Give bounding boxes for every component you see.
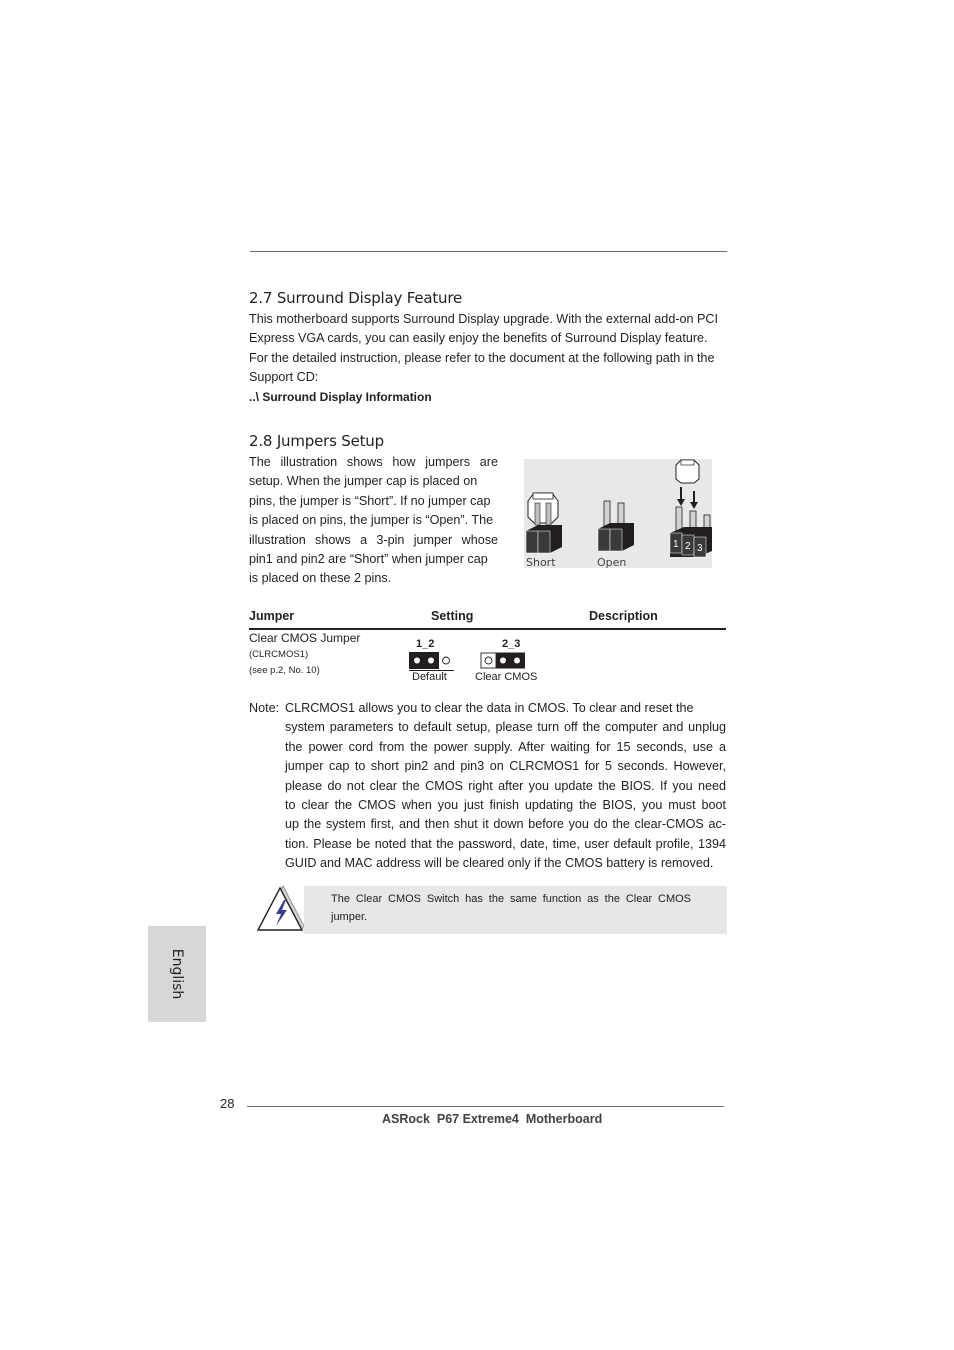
paragraph-line: Support CD: bbox=[249, 370, 319, 385]
paragraph-line: For the detailed instruction, please refer to the document at the following path in the bbox=[249, 350, 715, 365]
jumper-illustration-graphic bbox=[524, 459, 712, 568]
short-jumper-graphic bbox=[526, 493, 562, 553]
table-header-jumper: Jumper bbox=[249, 609, 295, 623]
pin-number-3: 3 bbox=[697, 543, 703, 554]
table-header-rule bbox=[249, 628, 726, 630]
paragraph-line: Express VGA cards, you can easily enjoy the benefits of Surround Display feature. bbox=[249, 331, 708, 346]
clear-cmos-caption: Clear CMOS bbox=[475, 671, 538, 683]
top-divider bbox=[250, 251, 727, 252]
section-heading-surround-display: 2.7 Surround Display Feature bbox=[249, 289, 463, 307]
callout-line: The Clear CMOS Switch has the same function as the Clear CMOS bbox=[331, 893, 691, 905]
jumpers-setup-paragraph bbox=[249, 453, 498, 589]
default-jumper-diagram bbox=[409, 652, 455, 669]
paragraph-line: pins, the jumper is “Short”. If no jumper cap bbox=[249, 493, 491, 508]
page-number: 28 bbox=[220, 1096, 235, 1111]
callout-line: jumper. bbox=[331, 910, 368, 923]
paragraph-line: illustration shows a 3-pin jumper whose bbox=[249, 532, 498, 547]
callout-text bbox=[331, 891, 691, 926]
default-caption: Default bbox=[412, 671, 447, 683]
note-line: to clear the CMOS when you just finish updating the BIOS, you must boot bbox=[285, 798, 726, 813]
language-tab-label: English bbox=[169, 948, 185, 1000]
jumper-name: Clear CMOS Jumper bbox=[249, 631, 361, 645]
footer-product-name: ASRock P67 Extreme4 Motherboard bbox=[382, 1112, 603, 1126]
paragraph-line: The illustration shows how jumpers are bbox=[249, 455, 498, 469]
note-line: CLRCMOS1 allows you to clear the data in CMOS. To clear and reset the bbox=[285, 701, 694, 715]
pin-number-2: 2 bbox=[685, 541, 691, 552]
table-row bbox=[249, 631, 726, 691]
note-label: Note: bbox=[249, 701, 280, 715]
open-jumper-graphic bbox=[598, 501, 634, 551]
table-header-setting: Setting bbox=[431, 609, 474, 623]
default-pins-label: 1_2 bbox=[416, 638, 435, 650]
pin-number-1: 1 bbox=[673, 539, 679, 550]
paragraph-line: is placed on these 2 pins. bbox=[249, 571, 392, 586]
jumper-code: (CLRCMOS1) bbox=[249, 649, 309, 660]
clear-cmos-jumper-diagram bbox=[480, 652, 526, 669]
paragraph-line: setup. When the jumper cap is placed on bbox=[249, 474, 478, 489]
note-paragraph bbox=[285, 699, 726, 874]
footer-rule bbox=[247, 1106, 724, 1107]
paragraph-line: This motherboard supports Surround Display upgrade. With the external add-on PCI bbox=[249, 312, 719, 326]
paragraph-line: is placed on pins, the jumper is “Open”. The bbox=[249, 513, 494, 528]
note-line: the power cord from the power supply. After waiting for 15 seconds, use a bbox=[285, 739, 726, 754]
note-line: system parameters to default setup, please turn off the computer and unplug bbox=[285, 720, 726, 735]
support-cd-path: ..\ Surround Display Information bbox=[249, 389, 432, 404]
note-line: tion. Please be noted that the password, date, time, user default profile, 1394 bbox=[285, 836, 726, 851]
language-tab bbox=[148, 926, 206, 1022]
section-heading-jumpers-setup: 2.8 Jumpers Setup bbox=[249, 432, 384, 450]
open-label: Open bbox=[597, 556, 627, 568]
paragraph-line: pin1 and pin2 are “Short” when jumper cap bbox=[249, 552, 488, 567]
clear-pins-label: 2_3 bbox=[502, 638, 521, 650]
table-header-description: Description bbox=[589, 609, 658, 623]
short-label: Short bbox=[526, 556, 556, 568]
surround-display-paragraph bbox=[249, 310, 726, 407]
jumper-page-ref: (see p.2, No. 10) bbox=[249, 665, 320, 676]
note-line: please do not clear the CMOS right after you update the BIOS. If you need bbox=[285, 778, 726, 793]
note-line: jumper cap to short pin2 and pin3 on CLRCMOS1 for 5 seconds. However, bbox=[285, 759, 726, 774]
clear-cmos-callout bbox=[304, 886, 727, 934]
warning-triangle-lightning-icon bbox=[257, 884, 307, 932]
note-line: up the system first, and then shut it down before you do the clear-CMOS ac- bbox=[285, 817, 726, 832]
note-line: GUID and MAC address will be cleared only if the CMOS battery is removed. bbox=[285, 856, 714, 871]
jumper-illustration bbox=[524, 459, 712, 568]
